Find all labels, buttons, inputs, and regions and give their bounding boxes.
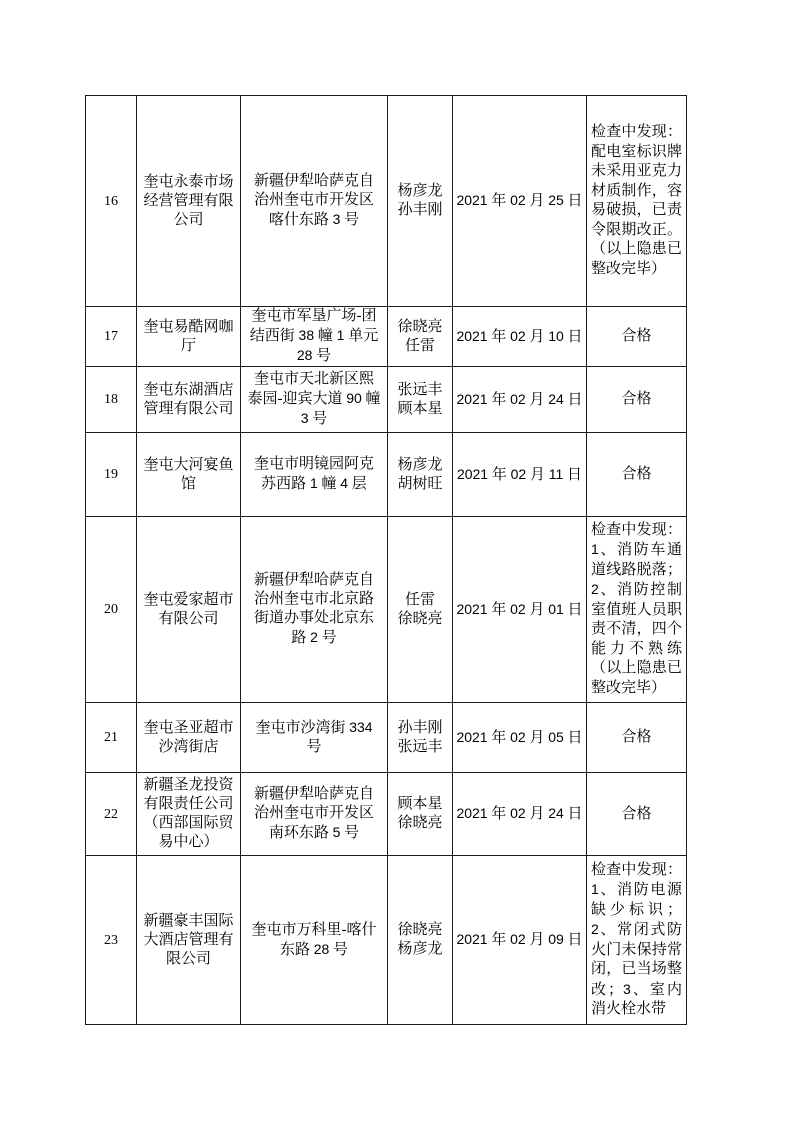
result-cell: 检查中发现：1、消防电源缺少标识；2、常闭式防火门未保持常闭，已当场整改；3、室内消火栓水带 — [587, 856, 687, 1025]
inspectors-cell — [388, 433, 453, 517]
row-number-cell: 18 — [86, 367, 137, 433]
row-number-cell: 22 — [86, 773, 137, 856]
inspectors-cell — [388, 856, 453, 1025]
inspector-name: 杨彦龙 — [397, 183, 443, 199]
inspectors-cell — [388, 773, 453, 856]
inspector-name: 徐晓亮 — [397, 318, 443, 335]
inspectors-cell — [388, 96, 453, 307]
address-cell: 奎屯市明镜园阿克苏西路 1 幢 4 层 — [241, 433, 388, 517]
row-number-cell: 17 — [86, 307, 137, 367]
date-cell: 2021 年 02 月 25 日 — [453, 96, 587, 307]
table-row — [86, 367, 687, 433]
table-row — [86, 517, 687, 703]
table-row — [86, 96, 687, 307]
inspector-name: 杨彦龙 — [397, 456, 443, 473]
address-cell: 新疆伊犁哈萨克自治州奎屯市开发区喀什东路 3 号 — [241, 96, 388, 307]
date-cell: 2021 年 02 月 01 日 — [453, 517, 587, 703]
table-row — [86, 856, 687, 1025]
address-cell: 奎屯市沙湾街 334 号 — [241, 703, 388, 773]
inspectors-cell — [388, 307, 453, 367]
company-cell: 新疆圣龙投资有限责任公司（西部国际贸易中心） — [137, 773, 241, 856]
inspector-name: 张远丰 — [397, 738, 443, 755]
company-cell: 奎屯圣亚超市沙湾街店 — [137, 703, 241, 773]
row-number-cell: 16 — [86, 96, 137, 307]
company-cell: 奎屯爱家超市有限公司 — [137, 517, 241, 703]
inspector-name: 徐晓亮 — [397, 610, 443, 627]
date-cell: 2021 年 02 月 11 日 — [453, 433, 587, 517]
company-cell: 奎屯大河宴鱼馆 — [137, 433, 241, 517]
inspectors-cell — [388, 703, 453, 773]
row-number-cell: 21 — [86, 703, 137, 773]
inspectors-cell — [388, 367, 453, 433]
address-cell: 奎屯市天北新区熙泰园-迎宾大道 90 幢 3 号 — [241, 367, 388, 433]
date-cell: 2021 年 02 月 24 日 — [453, 773, 587, 856]
address-cell: 奎屯市万科里-喀什东路 28 号 — [241, 856, 388, 1025]
company-cell: 新疆豪丰国际大酒店管理有限公司 — [137, 856, 241, 1025]
table-row — [86, 433, 687, 517]
row-number-cell: 20 — [86, 517, 137, 703]
company-cell: 奎屯东湖酒店管理有限公司 — [137, 367, 241, 433]
company-cell: 奎屯永泰市场经营管理有限公司 — [137, 96, 241, 307]
date-cell: 2021 年 02 月 05 日 — [453, 703, 587, 773]
inspector-name: 徐晓亮 — [397, 922, 443, 938]
date-cell: 2021 年 02 月 24 日 — [453, 367, 587, 433]
table-row — [86, 307, 687, 367]
address-cell: 奎屯市军垦广场-团结西街 38 幢 1 单元 28 号 — [241, 307, 388, 367]
table-row — [86, 703, 687, 773]
table-row — [86, 773, 687, 856]
result-cell: 合格 — [587, 367, 687, 433]
inspector-name: 孙丰刚 — [397, 202, 443, 218]
inspectors-cell — [388, 517, 453, 703]
result-cell: 合格 — [587, 773, 687, 856]
inspector-name: 任雷 — [404, 337, 435, 354]
inspector-name: 顾本星 — [397, 796, 443, 812]
inspector-name: 任雷 — [404, 591, 435, 608]
inspector-name: 孙丰刚 — [397, 719, 443, 736]
row-number-cell: 23 — [86, 856, 137, 1025]
inspector-name: 张远丰 — [397, 381, 443, 398]
result-cell: 合格 — [587, 703, 687, 773]
inspector-name: 顾本星 — [397, 400, 443, 417]
company-cell: 奎屯易酷网咖厅 — [137, 307, 241, 367]
address-cell: 新疆伊犁哈萨克自治州奎屯市开发区南环东路 5 号 — [241, 773, 388, 856]
result-cell: 合格 — [587, 307, 687, 367]
result-cell: 检查中发现：1、消防车通道线路脱落；2、消防控制室值班人员职责不清，四个能力不熟练（以上隐患已整改完毕） — [587, 517, 687, 703]
inspector-name: 徐晓亮 — [397, 815, 443, 831]
inspector-name: 杨彦龙 — [397, 941, 443, 957]
inspection-table — [85, 95, 687, 1025]
result-cell: 检查中发现：配电室标识牌未采用亚克力材质制作，容易破损，已责令限期改正。（以上隐患已整改完毕） — [587, 96, 687, 307]
result-cell: 合格 — [587, 433, 687, 517]
address-cell: 新疆伊犁哈萨克自治州奎屯市北京路街道办事处北京东路 2 号 — [241, 517, 388, 703]
row-number-cell: 19 — [86, 433, 137, 517]
date-cell: 2021 年 02 月 09 日 — [453, 856, 587, 1025]
inspector-name: 胡树旺 — [397, 475, 443, 492]
date-cell: 2021 年 02 月 10 日 — [453, 307, 587, 367]
